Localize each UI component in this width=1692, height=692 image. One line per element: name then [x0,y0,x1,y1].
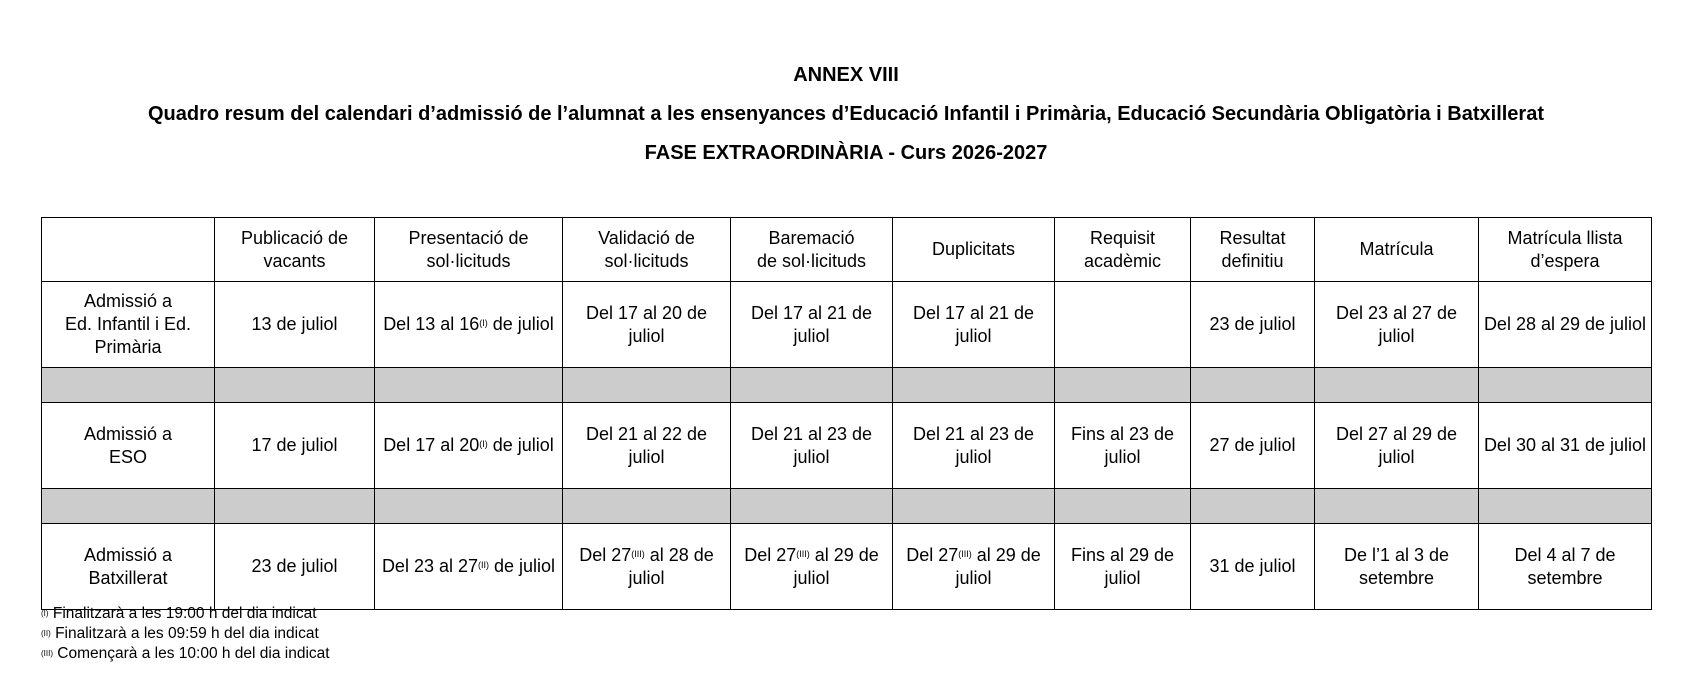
footnote-marker: (III) [796,548,810,559]
footnote-marker: (III) [631,548,645,559]
header-row [42,218,1652,282]
header-cell-resultat: Resultat definitiu [1191,218,1315,282]
table-cell: De l’1 al 3 de setembre [1315,524,1479,610]
table-cell: Del 13 al 16$^{(I)}$ de juliol [375,282,563,368]
table-cell: Fins al 29 de juliol [1055,524,1191,610]
table-cell: Del 17 al 20 de juliol [563,282,731,368]
table-cell: Del 17 al 21 de juliol [893,282,1055,368]
table-row [42,403,1652,489]
separator-row [42,489,1652,524]
table-cell: 17 de juliol [215,403,375,489]
table-cell: 27 de juliol [1191,403,1315,489]
header-cell-matricula: Matrícula [1315,218,1479,282]
header-cell-duplicitats: Duplicitats [893,218,1055,282]
table-cell: Del 4 al 7 de setembre [1479,524,1652,610]
table-cell: Del 21 al 23 de juliol [893,403,1055,489]
footnote-marker: (I) [479,318,488,328]
footnotes [41,604,330,664]
footnote: $^{(II)}$ Finalitzarà a les 09:59 h del dia indicat [41,625,319,642]
table-cell: Fins al 23 de juliol [1055,403,1191,489]
footnote-marker: (III) [958,548,972,559]
footnote: $^{(III)}$ Començarà a les 10:00 h del dia indicat [41,645,330,662]
header-corner-cell [42,218,215,282]
row-label-cell: Admissió a Ed. Infantil i Ed. Primària [42,282,215,368]
table-cell: Del 28 al 29 de juliol [1479,282,1652,368]
page-title: ANNEX VIII [793,64,899,86]
table-cell: 31 de juliol [1191,524,1315,610]
table-cell: Del 23 al 27 de juliol [1315,282,1479,368]
separator-row [42,368,1652,403]
table-cell: 13 de juliol [215,282,375,368]
row-label-cell: Admissió a Batxillerat [42,524,215,610]
table-cell: Del 27$^{(III)}$ al 29 de juliol [731,524,893,610]
table-row [42,282,1652,368]
table-cell: Del 30 al 31 de juliol [1479,403,1652,489]
table-cell [1055,282,1191,368]
header-cell-requisit: Requisit acadèmic [1055,218,1191,282]
table-row [42,524,1652,610]
header-cell-presentacio: Presentació de sol·licituds [375,218,563,282]
row-label-cell: Admissió a ESO [42,403,215,489]
table-cell: Del 17 al 21 de juliol [731,282,893,368]
table-cell: Del 17 al 20$^{(I)}$ de juliol [375,403,563,489]
admission-calendar-table [41,217,1652,610]
table-cell: Del 27$^{(III)}$ al 29 de juliol [893,524,1055,610]
footnote-marker: (I) [479,439,488,449]
table-cell: Del 27 al 29 de juliol [1315,403,1479,489]
header-cell-baremacio: Baremació de sol·licituds [731,218,893,282]
table-cell: 23 de juliol [1191,282,1315,368]
header-cell-matricula-llista: Matrícula llista d’espera [1479,218,1652,282]
phase-heading: FASE EXTRAORDINÀRIA - Curs 2026-2027 [644,142,1048,164]
table-cell: Del 21 al 22 de juliol [563,403,731,489]
header-cell-publicacio: Publicació de vacants [215,218,375,282]
table-cell: Del 21 al 23 de juliol [731,403,893,489]
page-subtitle: Quadro resum del calendari d’admissió de l’alumnat a les ensenyances d’Educació Infantil i Primària, Educació Secundària Obligatòria i Batxillerat [147,103,1544,125]
table-cell: Del 27$^{(III)}$ al 28 de juliol [563,524,731,610]
footnote-marker: (II) [478,560,490,570]
table-cell: 23 de juliol [215,524,375,610]
table-cell: Del 23 al 27$^{(II)}$ de juliol [375,524,563,610]
header-cell-validacio: Validació de sol·licituds [563,218,731,282]
footnote: $^{(I)}$ Finalitzarà a les 19:00 h del dia indicat [41,605,317,622]
